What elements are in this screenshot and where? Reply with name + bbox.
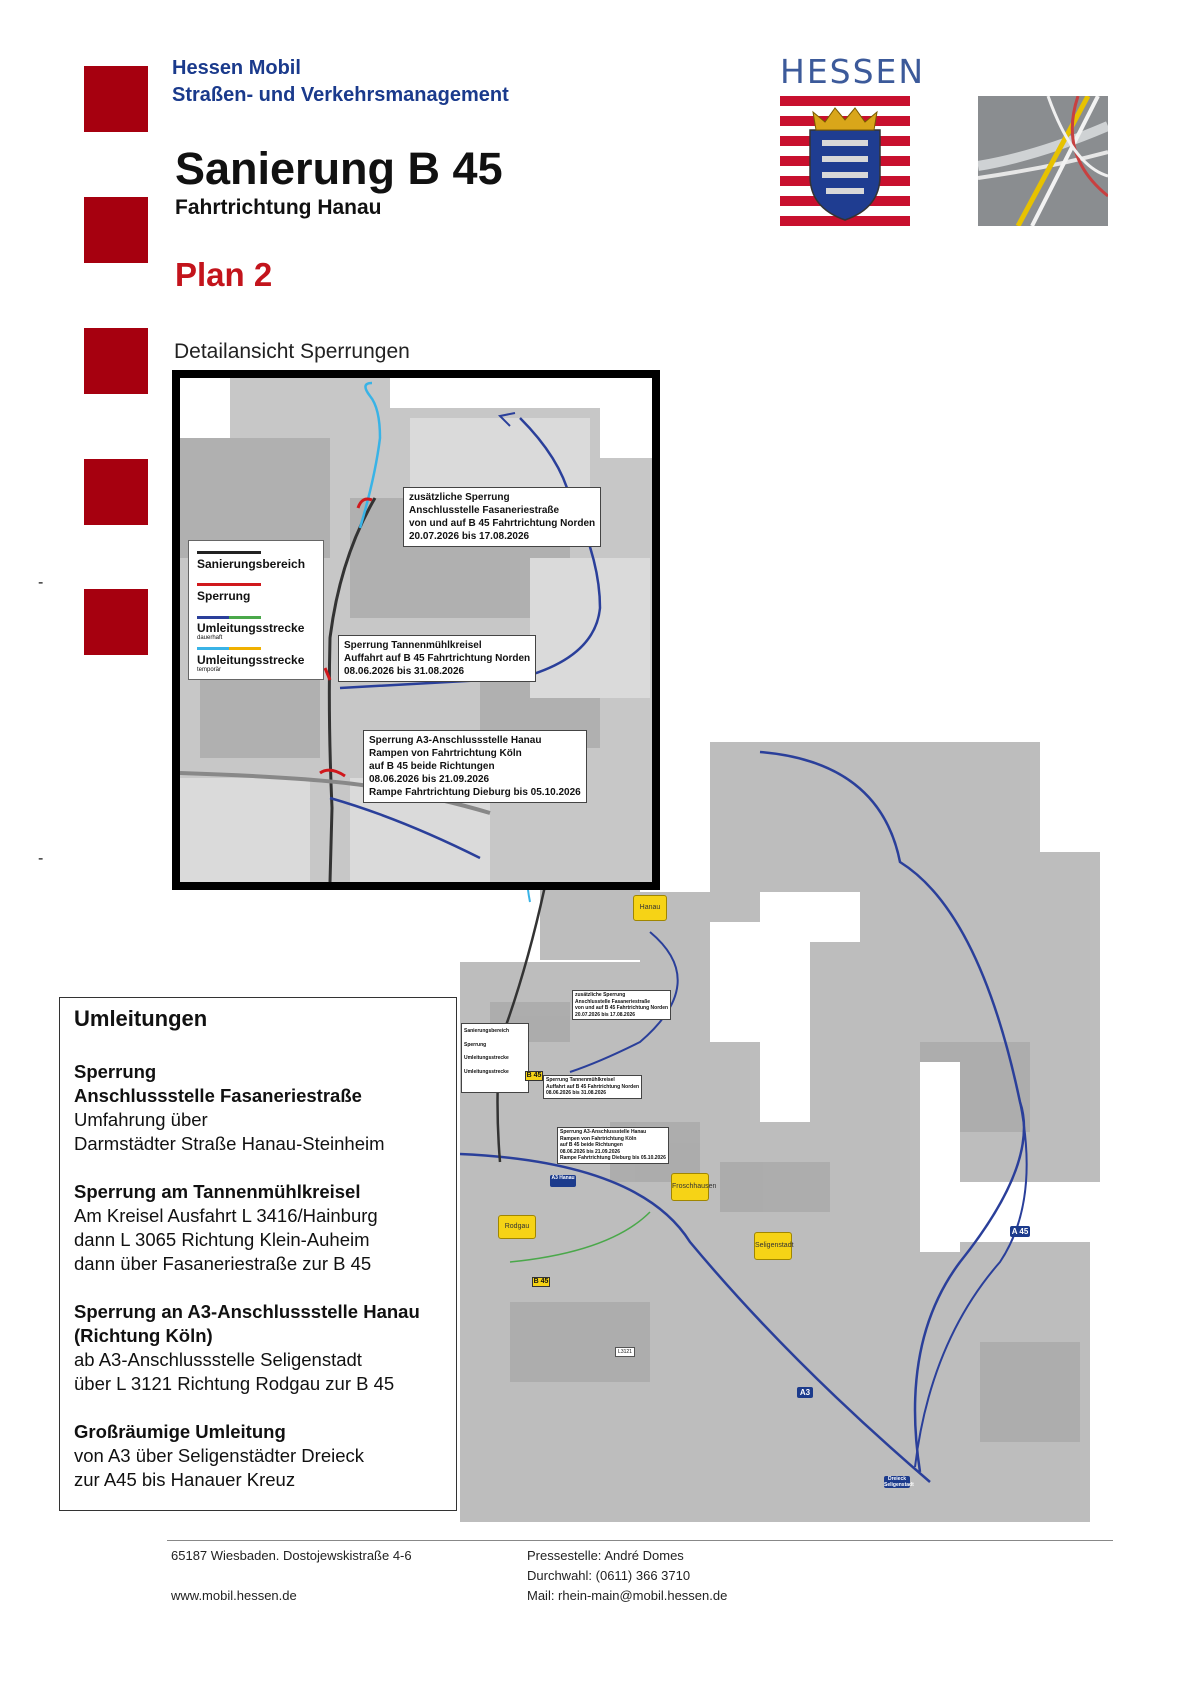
brand-square-1 xyxy=(84,66,148,132)
footer-press-contact: Pressestelle: André Domes xyxy=(527,1548,684,1563)
a45-shield: A 45 xyxy=(1011,1227,1029,1236)
footer-email[interactable]: Mail: rhein-main@mobil.hessen.de xyxy=(527,1588,728,1603)
brand-square-3 xyxy=(84,328,148,394)
b45-shield: B 45 xyxy=(533,1278,549,1285)
callout-fasaneriestrasse: zusätzliche Sperrung Anschlusstelle Fasaneriestraße von und auf B 45 Fahrtrichtung Norden 20.07.2026 bis 17.08.2026 xyxy=(403,487,601,547)
legend-sub-temporaer: temporär xyxy=(197,667,222,673)
page-subtitle: Fahrtrichtung Hanau xyxy=(175,196,382,219)
footer-phone: Durchwahl: (0611) 366 3710 xyxy=(527,1568,691,1583)
detour-heading: Umleitungen xyxy=(74,1006,208,1031)
brand-square-2 xyxy=(84,197,148,263)
town-label-rodgau: Rodgau xyxy=(498,1215,536,1239)
page-title: Sanierung B 45 xyxy=(175,143,503,194)
legend-line-sanierung xyxy=(197,551,261,554)
town-label-hanau: Hanau xyxy=(633,895,667,921)
detour-section-grossraeumig: Großräumige Umleitung von A3 über Seligenstädter Dreieck zur A45 bis Hanauer Kreuz xyxy=(74,1421,365,1490)
section-title: Detailansicht Sperrungen xyxy=(174,340,410,363)
plan-label: Plan 2 xyxy=(175,256,273,293)
a3-hanau-junction-shield: A3 Hanau xyxy=(550,1175,576,1187)
hessen-wordmark: HESSEN xyxy=(780,52,926,91)
seligenstadt-triangle-shield: Dreieck Seligenstadt xyxy=(884,1476,914,1488)
legend-label-umleitung-temporaer: Umleitungsstrecke xyxy=(197,653,305,667)
hessen-coat-of-arms-icon xyxy=(780,96,910,226)
mini-callout-fasanerie: zusätzliche Sperrung Anschlusstelle Fasaneriestraße von und auf B 45 Fahrtrichtung Norden 20.07.2026 bis 17.08.2026 xyxy=(572,990,671,1020)
l3121-label: L3121 xyxy=(615,1347,635,1357)
road-interchange-logo-icon xyxy=(978,96,1108,226)
legend-line-umleitung-dauerhaft xyxy=(197,616,261,619)
legend-label-sperrung: Sperrung xyxy=(197,589,251,603)
town-label-seligenstadt: Seligenstadt xyxy=(754,1232,792,1260)
org-subname: Straßen- und Verkehrsmanagement xyxy=(172,84,509,106)
detour-info-box xyxy=(59,997,457,1511)
legend-sub-dauerhaft: dauerhaft xyxy=(197,635,223,641)
callout-a3-anschlussstelle: Sperrung A3-Anschlussstelle Hanau Rampen von Fahrtrichtung Köln auf B 45 beide Richtungen 08.06.2026 bis 21.09.2026 Rampe Fahrtrichtung Dieburg bis 05.10.2026 xyxy=(363,730,587,803)
town-label-froschhausen: Froschhausen xyxy=(671,1173,709,1201)
legend-label-umleitung-dauerhaft: Umleitungsstrecke xyxy=(197,621,305,635)
legend-label-sanierung: Sanierungsbereich xyxy=(197,557,306,571)
mini-b45-tag: B 45 xyxy=(526,1072,542,1079)
detour-section-a3: Sperrung an A3-Anschlussstelle Hanau (Richtung Köln) ab A3-Anschlussstelle Seligenstadt über L 3121 Richtung Rodgau zur B 45 xyxy=(74,1301,420,1394)
a3-shield: A3 xyxy=(797,1387,813,1398)
org-name: Hessen Mobil xyxy=(172,57,301,79)
legend-line-sperrung xyxy=(197,583,261,586)
legend-line-umleitung-temporaer xyxy=(197,647,261,650)
brand-square-4 xyxy=(84,459,148,525)
margin-mark-1: - xyxy=(38,574,44,591)
margin-mark-2: - xyxy=(38,850,44,867)
mini-callout-a3: Sperrung A3-Anschlussstelle Hanau Rampen von Fahrtrichtung Köln auf B 45 beide Richtungen 08.06.2026 bis 21.09.2026 Rampe Fahrtrichtung Dieburg bis 05.10.2026 xyxy=(557,1127,669,1164)
callout-tannenmuehlkreisel: Sperrung Tannenmühlkreisel Auffahrt auf B 45 Fahrtrichtung Norden 08.06.2026 bis 31.08.2026 xyxy=(338,635,536,682)
footer-divider xyxy=(167,1540,1113,1541)
footer-website[interactable]: www.mobil.hessen.de xyxy=(171,1588,297,1603)
detour-section-fasanerie: Sperrung Anschlussstelle Fasaneriestraße Umfahrung über Darmstädter Straße Hanau-Steinheim xyxy=(74,1061,385,1154)
mini-callout-tannen: Sperrung Tannenmühlkreisel Auffahrt auf B 45 Fahrtrichtung Norden 08.06.2026 bis 31.08.2026 xyxy=(543,1075,642,1099)
detour-section-tannen: Sperrung am Tannenmühlkreisel Am Kreisel Ausfahrt L 3416/Hainburg dann L 3065 Richtung Klein-Auheim dann über Fasaneriestraße zur B 45 xyxy=(74,1181,378,1274)
map-legend xyxy=(188,540,324,680)
brand-square-5 xyxy=(84,589,148,655)
footer-address: 65187 Wiesbaden. Dostojewskistraße 4-6 xyxy=(171,1548,412,1563)
mini-legend: Sanierungsbereich Sperrung Umleitungsstrecke Umleitungsstrecke xyxy=(461,1023,529,1093)
